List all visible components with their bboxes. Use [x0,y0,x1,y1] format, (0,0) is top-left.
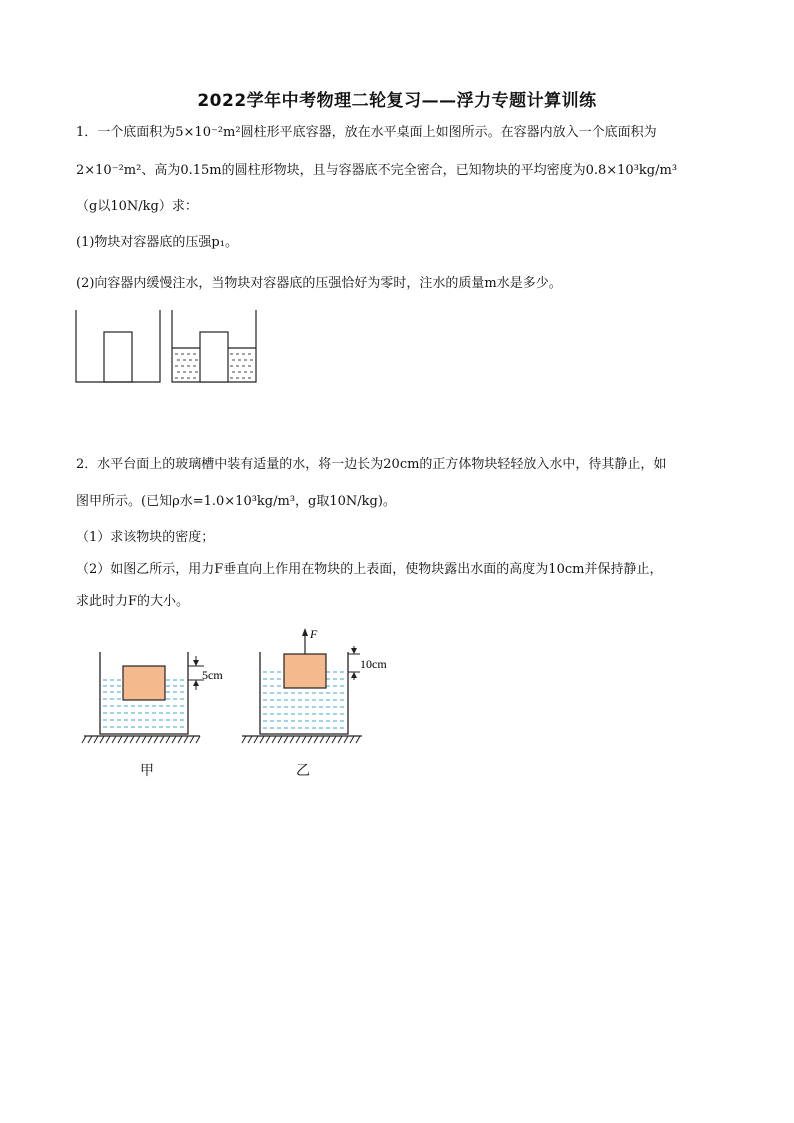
q2-figure [78,622,398,752]
block-yi [284,654,326,688]
caption-jia: 甲 [140,763,154,779]
q2-line1: 2．水平台面上的玻璃槽中装有适量的水，将一边长为20cm的正方体物块轻轻放入水中，待其静止，如 [76,457,667,472]
caption-yi: 乙 [296,763,310,779]
q1-figure [74,308,264,386]
tank-jia [82,652,223,743]
cylinder-block-right [200,332,228,382]
q1-sub2: (2)向容器内缓慢注水，当物块对容器底的压强恰好为零时，注水的质量m水是多少。 [76,276,562,291]
page-title: 2022学年中考物理二轮复习——浮力专题计算训练 [197,91,597,111]
cylinder-block-left [104,332,132,382]
q1-sub1: (1)物块对容器底的压强p₁。 [76,235,238,250]
q2-sub2b: 求此时力F的大小。 [76,594,190,609]
q2-sub1: （1）求该物块的密度； [76,530,215,545]
q1-line2: 2×10⁻²m²、高为0.15m的圆柱形物块，且与容器底不完全密合，已知物块的平均密度为0.8×10³kg/m³ [76,163,678,178]
q1-line1: 1．一个底面积为5×10⁻²m²圆柱形平底容器，放在水平桌面上如图所示。在容器内放入一个底面积为 [76,125,657,140]
q1-line3: （g以10N/kg）求： [76,199,198,214]
dim-10cm: 10cm [360,657,387,671]
container-left [76,310,160,382]
tank-yi [242,627,387,743]
force-label: F [310,627,318,641]
q2-line2: 图甲所示。(已知ρ水=1.0×10³kg/m³，g取10N/kg)。 [76,494,396,509]
block-jia [123,666,165,700]
dim-5cm: 5cm [202,668,223,682]
q2-sub2: （2）如图乙所示，用力F垂直向上作用在物块的上表面，使物块露出水面的高度为10cm并保持静止， [76,562,663,577]
